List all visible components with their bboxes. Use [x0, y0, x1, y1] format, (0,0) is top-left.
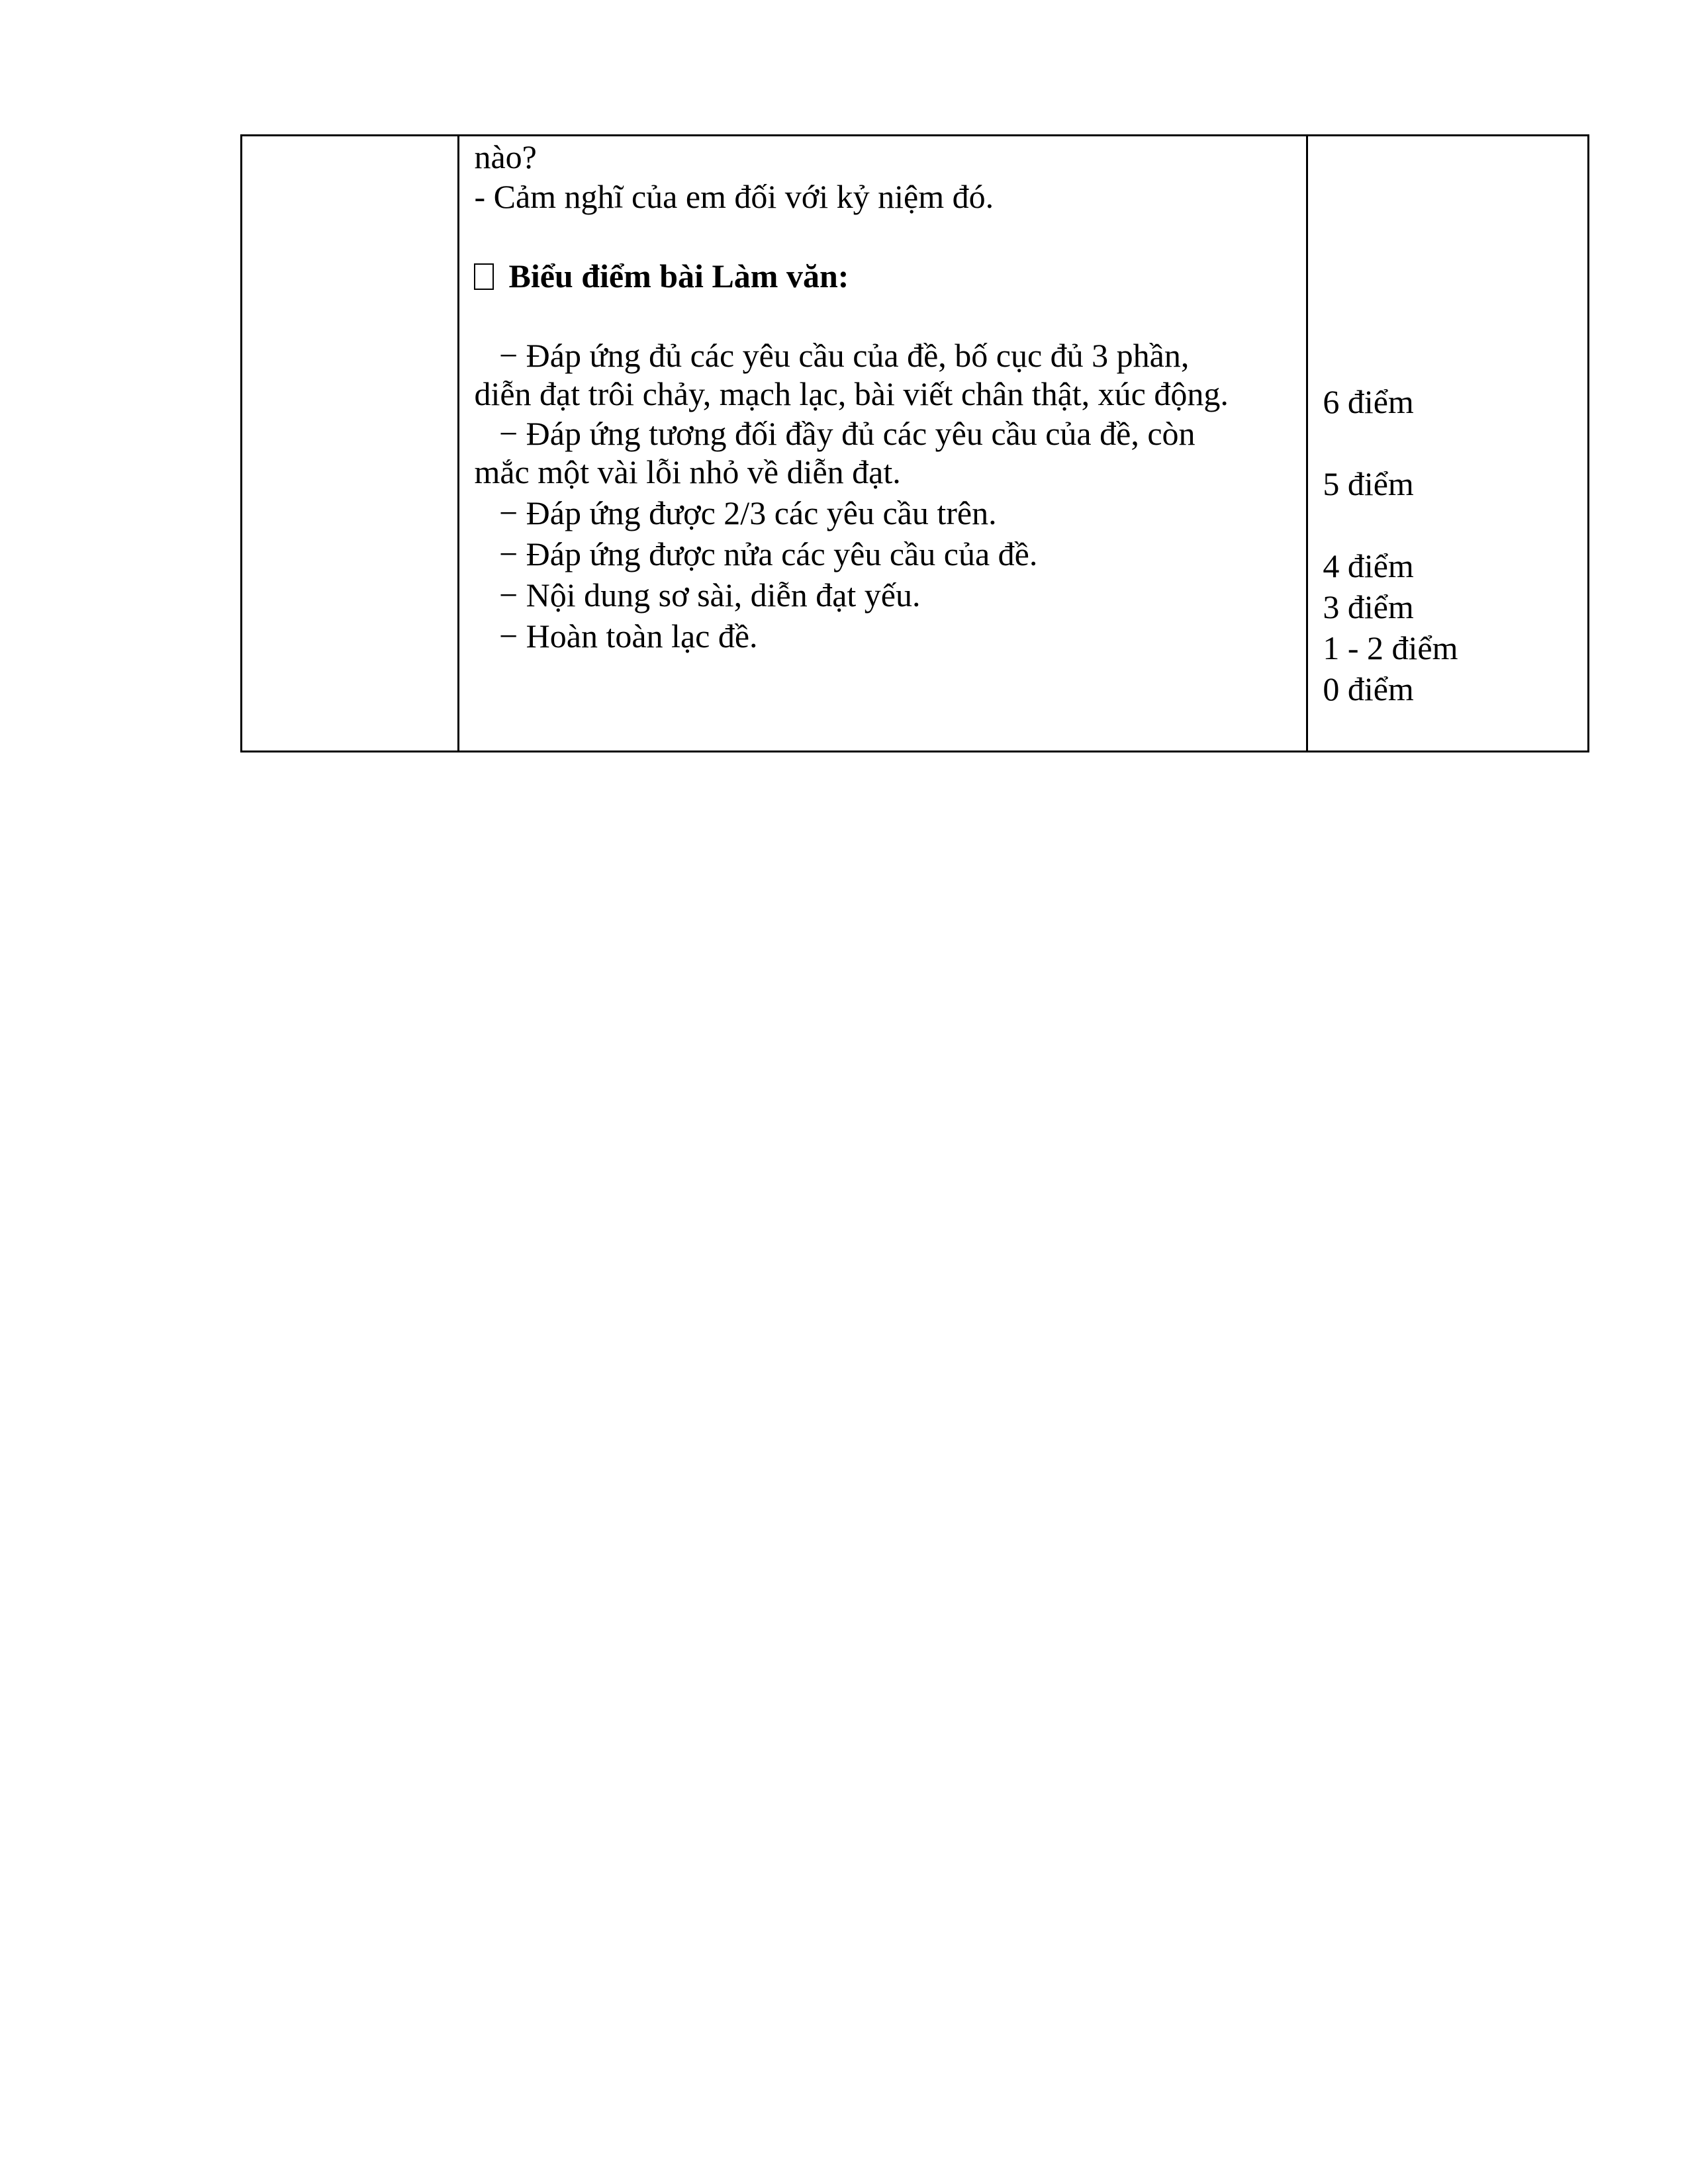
heading-text: Biểu điểm bài Làm văn: — [508, 257, 849, 295]
list-item: − Đáp ứng tương đối đầy đủ các yêu cầu của đề, còn — [474, 415, 1196, 452]
empty-cell — [242, 136, 459, 752]
list-item: mắc một vài lỗi nhỏ về diễn đạt. — [474, 453, 901, 490]
score-value: 5 điểm — [1323, 465, 1414, 502]
score-value: 3 điểm — [1323, 588, 1414, 625]
grading-table — [240, 134, 1589, 752]
text-line: - Cảm nghĩ của em đối với kỷ niệm đó. — [474, 178, 994, 215]
score-value: 1 - 2 điểm — [1323, 629, 1458, 666]
list-item: − Hoàn toàn lạc đề. — [474, 617, 758, 655]
table-row — [242, 136, 1589, 752]
list-item: − Đáp ứng được nửa các yêu cầu của đề. — [474, 535, 1038, 572]
score-value: 0 điểm — [1323, 670, 1414, 707]
section-heading — [474, 255, 849, 296]
list-item: diễn đạt trôi chảy, mạch lạc, bài viết chân thật, xúc động. — [474, 375, 1229, 412]
score-value: 6 điểm — [1323, 383, 1414, 420]
bullet-box-icon — [474, 263, 494, 290]
list-item: − Đáp ứng đủ các yêu cầu của đề, bố cục đủ 3 phần, — [474, 337, 1190, 374]
content-cell — [459, 136, 1307, 752]
score-cell — [1307, 136, 1589, 752]
list-item: − Đáp ứng được 2/3 các yêu cầu trên. — [474, 494, 997, 531]
list-item: − Nội dung sơ sài, diễn đạt yếu. — [474, 576, 921, 614]
text-line: nào? — [474, 138, 537, 175]
score-value: 4 điểm — [1323, 547, 1414, 584]
